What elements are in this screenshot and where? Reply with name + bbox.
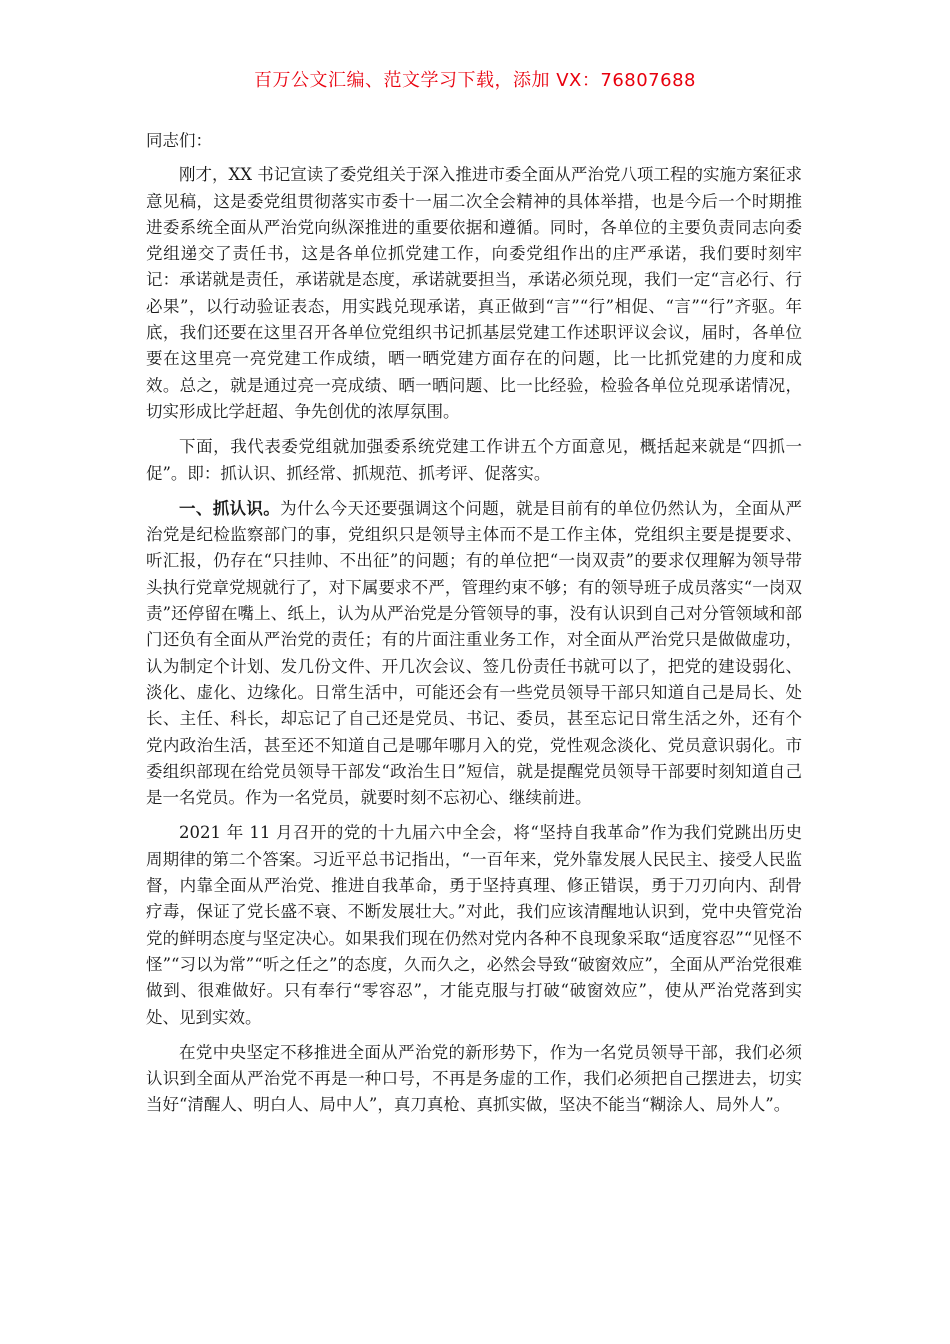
document-body — [146, 128, 802, 1128]
section-one-body: 为什么今天还要强调这个问题，就是目前有的单位仍然认为，全面从严治党是纪检监察部门的事，党组织只是领导主体而不是工作主体，党组织主要是提要求、听汇报，仍存在“只挂帅、不出征”的问题；有的单位把“一岗双责”的要求仅理解为领导带头执行党章党规就行了，对下属要求不严，管理约束不够；有的领导班子成员落实“一岗双责”还停留在嘴上、纸上，认为从严治党是分管领导的事，没有认识到自己对分管领域和部门还负有全面从严治党的责任；有的片面注重业务工作，对全面从严治党只是做做虚功，认为制定个计划、发几份文件、开几次会议、签几份责任书就可以了，把党的建设弱化、淡化、虚化、边缘化。日常生活中，可能还会有一些党员领导干部只知道自己是局长、处长、主任、科长，却忘记了自己还是党员、书记、委员，甚至忘记日常生活之外，还有个党内政治生活，甚至还不知道自己是哪年哪月入的党，党性观念淡化、党员意识弱化。市委组织部现在给党员领导干部发“政治生日”短信，就是提醒党员领导干部要时刻知道自己是一名党员。作为一名党员，就要时刻不忘初心、继续前进。 — [146, 498, 803, 808]
paragraph-overview: 下面，我代表委党组就加强委系统党建工作讲五个方面意见，概括起来就是“四抓一促”。即：抓认识、抓经常、抓规范、抓考评、促落实。 — [146, 437, 802, 483]
paragraph-section-one — [146, 496, 802, 812]
header-banner: 百万公文汇编、范文学习下载，添加 VX：76807688 — [254, 70, 696, 91]
paragraph-closing: 在党中央坚定不移推进全面从严治党的新形势下，作为一名党员领导干部，我们必须认识到全面从严治党不再是一种口号，不再是务虚的工作，我们必须把自己摆进去，切实当好“清醒人、明白人、局中人”，真刀真枪、真抓实做，坚决不能当“糊涂人、局外人”。 — [146, 1042, 802, 1115]
salutation: 同志们： — [146, 131, 212, 150]
paragraph-plenary: 2021 年 11 月召开的党的十九届六中全会，将“坚持自我革命”作为我们党跳出历史周期律的第二个答案。习近平总书记指出，“一百年来，党外靠发展人民民主、接受人民监督，内靠全面从严治党、推进自我革命，勇于坚持真理、修正错误，勇于刀刃向内、刮骨疗毒，保证了党长盛不衰、不断发展壮大。”对此，我们应该清醒地认识到，党中央管党治党的鲜明态度与坚定决心。如果我们现在仍然对党内各种不良现象采取“适度容忍”“见怪不怪”“习以为常”“听之任之”的态度，久而久之，必然会导致“破窗效应”，全面从严治党很难做到、很难做好。只有奉行“零容忍”，才能克服与打破“破窗效应”，使从严治党落到实处、见到实效。 — [146, 823, 802, 1027]
section-one-heading: 一、抓认识。 — [179, 498, 281, 518]
paragraph-opening: 刚才，XX 书记宣读了委党组关于深入推进市委全面从严治党八项工程的实施方案征求意见稿，这是委党组贯彻落实市委十一届二次全会精神的具体举措，也是今后一个时期推进委系统全面从严治党向纵深推进的重要依据和遵循。同时，各单位的主要负责同志向委党组递交了责任书，这是各单位抓党建工作，向委党组作出的庄严承诺，我们要时刻牢记：承诺就是责任，承诺就是态度，承诺就要担当，承诺必须兑现，我们一定“言必行、行必果”，以行动验证表态，用实践兑现承诺，真正做到“言”“行”相促、“言”“行”齐驱。年底，我们还要在这里召开各单位党组织书记抓基层党建工作述职评议会议，届时，各单位要在这里亮一亮党建工作成绩，晒一晒党建方面存在的问题，比一比抓党建的力度和成效。总之，就是通过亮一亮成绩、晒一晒问题、比一比经验，检验各单位兑现承诺情况，切实形成比学赶超、争先创优的浓厚氛围。 — [146, 165, 802, 421]
